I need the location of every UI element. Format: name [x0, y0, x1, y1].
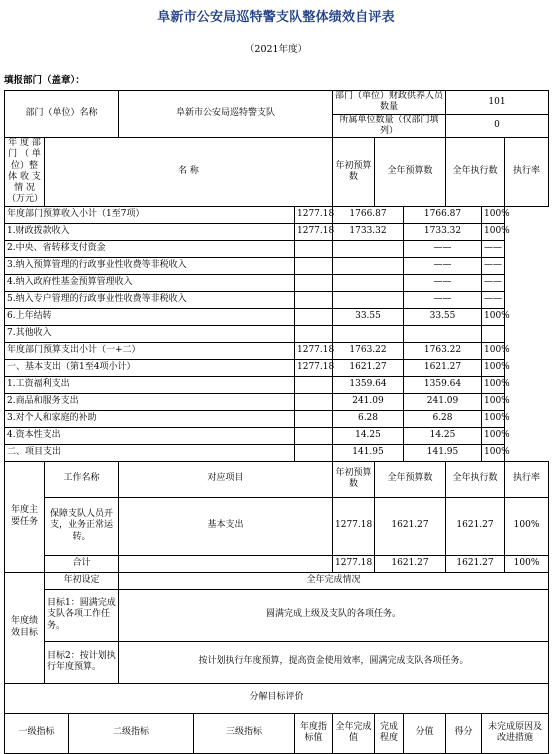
budget-row-rate: —— — [482, 257, 505, 274]
budget-row-full: 1766.87 — [333, 206, 404, 223]
tasks-col-task: 工作名称 — [45, 461, 119, 497]
budget-side-label: 年 度 部 门 （ 单 位）整体 收 支 情 况 （万元） — [5, 138, 45, 207]
budget-row-name: 3.对个人和家庭的补助 — [5, 410, 295, 427]
budget-row — [5, 410, 549, 427]
goals-col-done: 全年完成情况 — [119, 572, 549, 589]
task-initial: 1277.18 — [333, 497, 375, 555]
budget-row-initial — [295, 427, 333, 444]
eval-col-annual-done: 全年完成值 — [333, 713, 375, 753]
budget-row-exec: —— — [404, 240, 482, 257]
budget-row — [5, 444, 549, 461]
budget-row-name: 1.工资福利支出 — [5, 376, 295, 393]
budget-row — [5, 308, 549, 325]
budget-row-rate: 100% — [482, 376, 505, 393]
task-exec: 1621.27 — [446, 497, 505, 555]
goal-2-done: 按计划执行年度预算，提高资金使用效率，圆满完成支队各项任务。 — [119, 641, 549, 683]
budget-row-initial — [295, 325, 333, 342]
tasks-col-full: 全年预算数 — [375, 461, 446, 497]
budget-row-full — [333, 240, 404, 257]
task-total-item — [119, 555, 333, 572]
evaluation-title: 分解目标评价 — [5, 683, 549, 713]
budget-row-rate: 100% — [482, 444, 505, 461]
budget-row — [5, 393, 549, 410]
budget-row-name: 年度部门预算收入小计（1至7项） — [5, 206, 295, 223]
budget-row-rate: 100% — [482, 359, 505, 376]
budget-row-exec: 33.55 — [404, 308, 482, 325]
budget-row — [5, 291, 549, 308]
budget-row-name: 年度部门预算支出小计（一+二） — [5, 342, 295, 359]
budget-row-initial — [295, 240, 333, 257]
budget-row-name: 二、项目支出 — [5, 444, 295, 461]
budget-row-exec: —— — [404, 274, 482, 291]
goals-side-label: 年度绩效目标 — [5, 572, 45, 683]
budget-row-full: 1621.27 — [333, 359, 404, 376]
budget-row-full: 6.28 — [333, 410, 404, 427]
budget-row-rate: —— — [482, 274, 505, 291]
budget-row-rate: 100% — [482, 223, 505, 240]
budget-row-exec: 1733.32 — [404, 223, 482, 240]
budget-row-full — [333, 274, 404, 291]
budget-row-name: 2.中央、省转移支付资金 — [5, 240, 295, 257]
eval-col-reason: 未完成原因及改进措施 — [482, 713, 549, 753]
budget-row-name: 一、基本支出（第1至4项小计） — [5, 359, 295, 376]
goals-col-initial: 年初设定 — [45, 572, 119, 589]
eval-col-degree: 完成程度 — [375, 713, 404, 753]
goal-1-done: 圆满完成上级及支队的各项任务。 — [119, 589, 549, 641]
budget-row-full — [333, 291, 404, 308]
eval-col-score-value: 分值 — [404, 713, 446, 753]
budget-row-initial: 1277.18 — [295, 342, 333, 359]
budget-row-exec: 1763.22 — [404, 342, 482, 359]
budget-row-rate: —— — [482, 240, 505, 257]
budget-row-name: 4.纳入政府性基金预算管理收入 — [5, 274, 295, 291]
staff-count-label: 部门（单位）财政供养人员数量 — [333, 91, 446, 115]
budget-row-full: 1359.64 — [333, 376, 404, 393]
budget-row-exec: 1621.27 — [404, 359, 482, 376]
budget-row-rate — [482, 325, 505, 342]
budget-row-name: 1.财政拨款收入 — [5, 223, 295, 240]
budget-row-full — [333, 325, 404, 342]
eval-col-score: 得分 — [446, 713, 482, 753]
budget-row-name: 4.资本性支出 — [5, 427, 295, 444]
budget-row — [5, 206, 549, 223]
dept-name-value: 阜新市公安局巡特警支队 — [119, 91, 333, 138]
budget-row-rate: 100% — [482, 308, 505, 325]
budget-row-exec: 1359.64 — [404, 376, 482, 393]
budget-row-initial — [295, 291, 333, 308]
budget-row-name: 2.商品和服务支出 — [5, 393, 295, 410]
budget-row-rate: 100% — [482, 410, 505, 427]
budget-row-full: 14.25 — [333, 427, 404, 444]
budget-row — [5, 223, 549, 240]
budget-row-initial: 1277.18 — [295, 223, 333, 240]
budget-row-full: 33.55 — [333, 308, 404, 325]
staff-count-value: 101 — [446, 91, 549, 115]
page-title: 阜新市公安局巡特警支队整体绩效自评表 — [157, 10, 395, 25]
eval-col-level3: 三级指标 — [194, 713, 295, 753]
task-item: 基本支出 — [119, 497, 333, 555]
task-total-initial: 1277.18 — [333, 555, 375, 572]
budget-row-initial: 1277.18 — [295, 359, 333, 376]
budget-row-name: 6.上年结转 — [5, 308, 295, 325]
eval-col-level2: 二级指标 — [69, 713, 194, 753]
tasks-side-label: 年度主要任务 — [5, 461, 45, 572]
budget-col-rate: 执行率 — [505, 138, 549, 207]
budget-row-full — [333, 257, 404, 274]
task-full: 1621.27 — [375, 497, 446, 555]
tasks-col-rate: 执行率 — [505, 461, 549, 497]
unit-count-value: 0 — [446, 114, 549, 138]
budget-row-initial — [295, 274, 333, 291]
budget-row-name: 7.其他收入 — [5, 325, 295, 342]
budget-row — [5, 257, 549, 274]
task-total-rate: 100% — [505, 555, 549, 572]
budget-row-exec: 141.95 — [404, 444, 482, 461]
budget-row — [5, 325, 549, 342]
budget-col-full: 全年预算数 — [375, 138, 446, 207]
budget-row-rate: 100% — [482, 206, 505, 223]
budget-row-initial — [295, 376, 333, 393]
budget-row-initial — [295, 393, 333, 410]
task-total-label: 合计 — [45, 555, 119, 572]
budget-row-full: 1733.32 — [333, 223, 404, 240]
unit-count-label: 所属单位数量（仅部门填列） — [333, 114, 446, 138]
tasks-col-item: 对应项目 — [119, 461, 333, 497]
budget-row — [5, 359, 549, 376]
budget-row-rate: —— — [482, 291, 505, 308]
goal-2-target: 目标2：按计划执行年度预算。 — [45, 641, 119, 683]
task-name: 保障支队人员开支，业务正常运转。 — [45, 497, 119, 555]
budget-row — [5, 376, 549, 393]
budget-row-name: 5.纳入专户管理的行政事业性收费等非税收入 — [5, 291, 295, 308]
budget-row-exec: 6.28 — [404, 410, 482, 427]
budget-row-exec: 241.09 — [404, 393, 482, 410]
tasks-col-initial: 年初预算数 — [333, 461, 375, 497]
budget-row-exec: 14.25 — [404, 427, 482, 444]
goal-1-target: 目标1：圆满完成支队各项工作任务。 — [45, 589, 119, 641]
budget-row-initial — [295, 444, 333, 461]
budget-col-name: 名 称 — [45, 138, 333, 207]
fill-unit-label: 填报部门（盖章）： — [4, 75, 85, 86]
budget-row-rate: 100% — [482, 342, 505, 359]
budget-row-rate: 100% — [482, 393, 505, 410]
budget-row-initial — [295, 308, 333, 325]
budget-row-full: 241.09 — [333, 393, 404, 410]
tasks-col-exec: 全年执行数 — [446, 461, 505, 497]
task-rate: 100% — [505, 497, 549, 555]
budget-row-rate: 100% — [482, 427, 505, 444]
budget-row-exec: —— — [404, 291, 482, 308]
budget-row-initial — [295, 257, 333, 274]
budget-row — [5, 342, 549, 359]
performance-table — [4, 90, 549, 754]
task-total-exec: 1621.27 — [446, 555, 505, 572]
budget-col-exec: 全年执行数 — [446, 138, 505, 207]
budget-row — [5, 427, 549, 444]
budget-row — [5, 240, 549, 257]
budget-col-initial: 年初预算数 — [333, 138, 375, 207]
budget-row-exec: —— — [404, 257, 482, 274]
budget-row-exec: 1766.87 — [404, 206, 482, 223]
budget-row-initial: 1277.18 — [295, 206, 333, 223]
task-total-full: 1621.27 — [375, 555, 446, 572]
report-year: （2021年度） — [244, 44, 308, 55]
budget-row-initial — [295, 410, 333, 427]
budget-row-name: 3.纳入预算管理的行政事业性收费等非税收入 — [5, 257, 295, 274]
budget-row-full: 1763.22 — [333, 342, 404, 359]
budget-row — [5, 274, 549, 291]
budget-row-exec — [404, 325, 482, 342]
dept-name-label: 部门（单位）名称 — [5, 91, 119, 138]
eval-col-level1: 一级指标 — [5, 713, 69, 753]
eval-col-annual-target: 年度指标值 — [295, 713, 333, 753]
budget-row-full: 141.95 — [333, 444, 404, 461]
